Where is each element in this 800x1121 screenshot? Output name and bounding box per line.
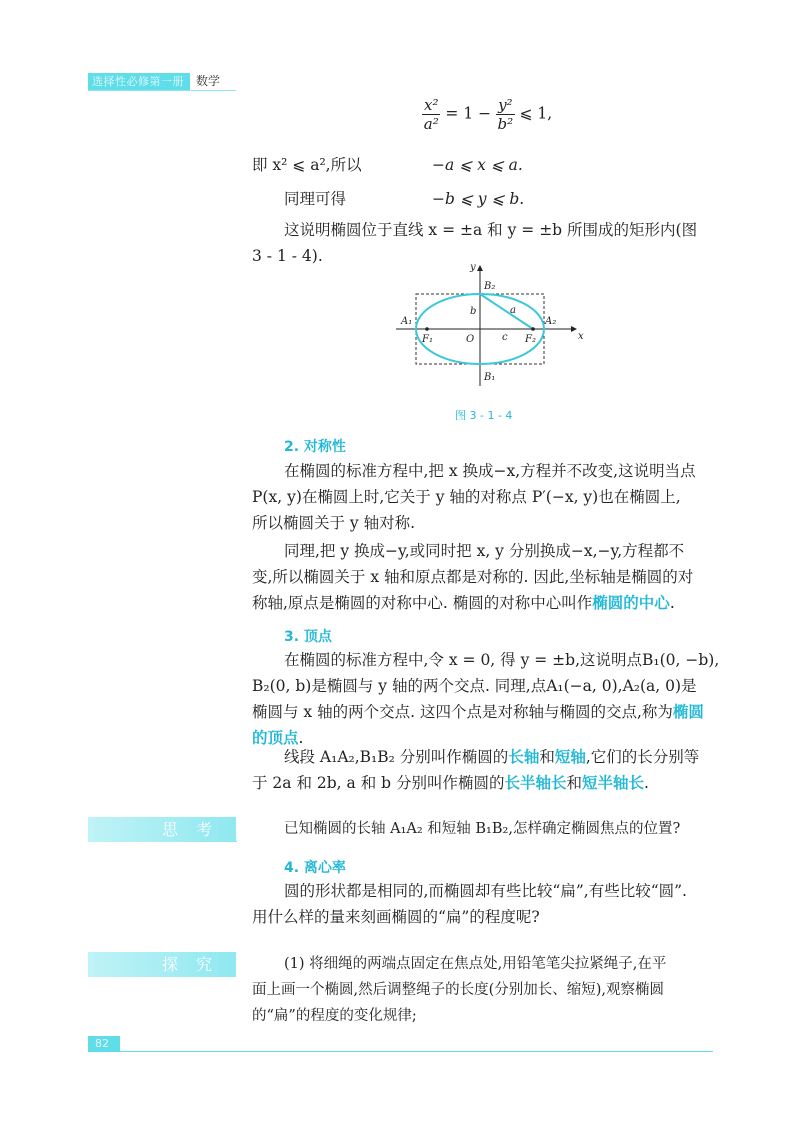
eq-numerator-left: x² xyxy=(424,96,439,114)
label-b: b xyxy=(470,306,477,317)
symmetry-p1-l1: 在椭圆的标准方程中,把 x 换成−x,方程并不改变,这说明当点 xyxy=(284,462,696,480)
term-vertex-part2: 的顶点 xyxy=(252,728,299,747)
line3-math: −b ⩽ y ⩽ b. xyxy=(432,190,525,208)
label-a1: A₁ xyxy=(401,316,413,327)
vertex-p1-l1: 在椭圆的标准方程中,令 x = 0, 得 y = ±b,这说明点B₁(0, −b), xyxy=(284,651,720,669)
line2-lead: 即 x² ⩽ a²,所以 xyxy=(252,156,362,174)
label-b1: B₁ xyxy=(484,372,496,383)
symmetry-p2-l1: 同理,把 y 换成−y,或同时把 x, y 分别换成−x,−y,方程都不 xyxy=(284,542,685,560)
figure-caption: 图 3 - 1 - 4 xyxy=(455,409,513,422)
book-title: 选择性必修第一册 xyxy=(92,75,184,88)
term-ellipse-center: 椭圆的中心 xyxy=(592,593,670,612)
eq-numerator-right: y² xyxy=(498,96,513,114)
eq-middle: = 1 − xyxy=(445,104,492,123)
ellipse-figure xyxy=(390,258,590,390)
symmetry-p1-l2: P(x, y)在椭圆上时,它关于 y 轴的对称点 P′(−x, y)也在椭圆上, xyxy=(252,488,681,506)
focus-f2-dot xyxy=(531,327,535,331)
explore-l3: 的“扁”的程度的变化规律; xyxy=(252,1008,417,1024)
section-eccentricity-title: 4. 离心率 xyxy=(284,860,346,876)
ecc-p-l1: 圆的形状都是相同的,而椭圆却有些比较“扁”,有些比较“圆”. xyxy=(284,882,687,900)
symmetry-p2-l2: 变,所以椭圆关于 x 轴和原点都是对称的. 因此,坐标轴是椭圆的对 xyxy=(252,568,694,586)
think-text: 已知椭圆的长轴 A₁A₂ 和短轴 B₁B₂,怎样确定椭圆焦点的位置? xyxy=(284,821,681,837)
focus-f1-dot xyxy=(425,327,429,331)
label-f2: F₂ xyxy=(525,334,536,345)
section-symmetry-title: 2. 对称性 xyxy=(284,439,346,455)
term-major-axis: 长轴 xyxy=(508,747,540,766)
term-minor-axis: 短轴 xyxy=(554,747,586,766)
vertex-p1-l2: B₂(0, b)是椭圆与 y 轴的两个交点. 同理,点A₁(−a, 0),A₂(a, 0)是 xyxy=(252,677,697,695)
subject-title: 数学 xyxy=(196,74,221,88)
eq-end: ⩽ 1, xyxy=(519,104,553,123)
label-y: y xyxy=(470,262,476,273)
equation-1 xyxy=(422,96,552,133)
footer-rule xyxy=(88,1051,713,1052)
term-vertex-part1: 椭圆 xyxy=(672,702,704,721)
vertex-p2-l1: 线段 A₁A₂,B₁B₂ 分别叫作椭圆的长轴和短轴,它们的长分别等 xyxy=(284,747,700,766)
section-vertex-title: 3. 顶点 xyxy=(284,629,332,645)
label-a: a xyxy=(510,305,516,316)
term-semi-minor: 短半轴长 xyxy=(582,773,645,792)
eq-denominator-right: b² xyxy=(497,115,514,133)
label-a2: A₂ xyxy=(545,316,557,327)
header-rule xyxy=(88,90,236,91)
think-rule xyxy=(236,841,237,842)
page-number: 82 xyxy=(95,1037,109,1050)
label-x: x xyxy=(578,331,584,342)
label-b2: B₂ xyxy=(484,281,496,292)
label-f1: F₁ xyxy=(422,334,433,345)
line2-math: −a ⩽ x ⩽ a. xyxy=(432,156,523,174)
rect-paragraph-l2: 3 - 1 - 4). xyxy=(252,247,323,265)
vertex-p1-l4: 的顶点. xyxy=(252,728,304,747)
eq-denominator-left: a² xyxy=(423,115,439,133)
label-c: c xyxy=(502,332,508,343)
symmetry-p2-l3: 称轴,原点是椭圆的对称中心. 椭圆的对称中心叫作椭圆的中心. xyxy=(252,593,675,612)
explore-label: 探究 xyxy=(162,955,231,974)
rect-paragraph-l1: 这说明椭圆位于直线 x = ±a 和 y = ±b 所围成的矩形内(图 xyxy=(284,221,698,239)
line3-lead: 同理可得 xyxy=(284,190,347,208)
label-origin: O xyxy=(466,334,475,345)
segment-a xyxy=(480,294,533,329)
vertex-p2-l2: 于 2a 和 2b, a 和 b 分别叫作椭圆的长半轴长和短半轴长. xyxy=(252,773,649,792)
vertex-p1-l3: 椭圆与 x 轴的两个交点. 这四个点是对称轴与椭圆的交点,称为椭圆 xyxy=(252,702,704,721)
explore-l2: 面上画一个椭圆,然后调整绳子的长度(分别加长、缩短),观察椭圆 xyxy=(252,982,665,998)
explore-l1: (1) 将细绳的两端点固定在焦点处,用铅笔笔尖拉紧绳子,在平 xyxy=(284,956,667,972)
think-label: 思考 xyxy=(162,820,231,839)
term-semi-major: 长半轴长 xyxy=(504,773,567,792)
ecc-p-l2: 用什么样的量来刻画椭圆的“扁”的程度呢? xyxy=(252,908,540,926)
symmetry-p1-l3: 所以椭圆关于 y 轴对称. xyxy=(252,514,416,532)
